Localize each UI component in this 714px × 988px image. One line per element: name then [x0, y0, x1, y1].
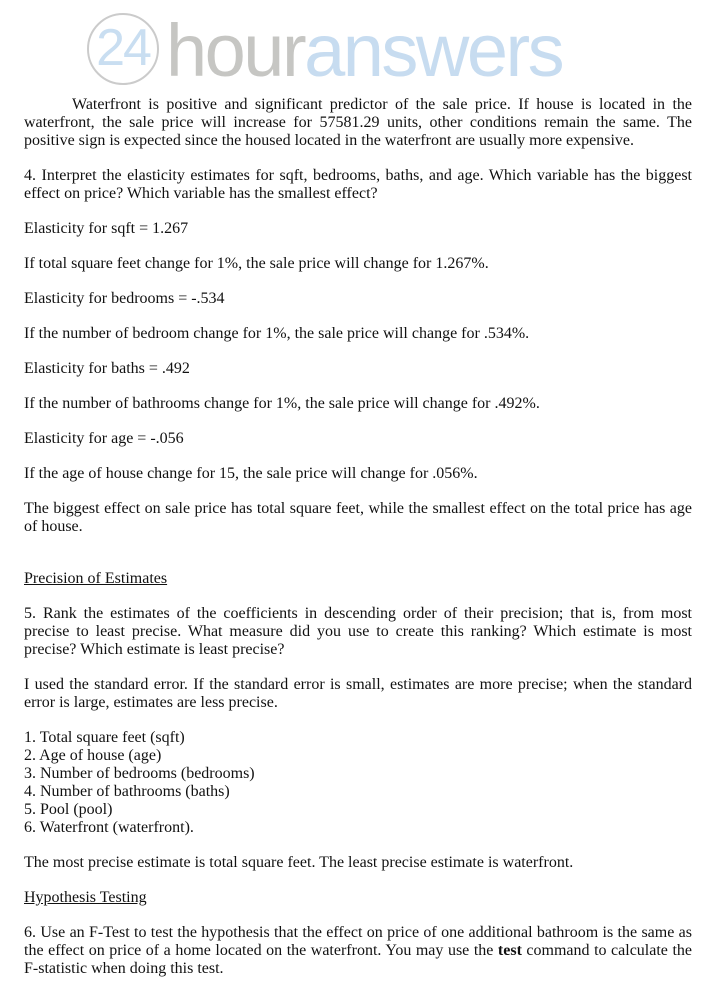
list-item: 5. Pool (pool) [24, 801, 113, 818]
paragraph: Elasticity for sqft = 1.267 [24, 220, 189, 237]
section-heading: Precision of Estimates [24, 570, 168, 587]
logo-word-answers: answers [304, 9, 563, 92]
paragraph: Elasticity for baths = .492 [24, 360, 190, 377]
ranked-list [24, 729, 692, 837]
paragraph: 5. Rank the estimates of the coefficients in descending order of their precision; that is, from most precise to least precise. What measure did you use to create this ranking? Which estimate is most precise? Which estimate is least precise? [24, 605, 692, 658]
paragraph [24, 924, 692, 978]
logo-wordmark [166, 0, 562, 96]
paragraph: Elasticity for age = -.056 [24, 430, 184, 447]
paragraph: The most precise estimate is total square feet. The least precise estimate is waterfront. [24, 854, 574, 871]
paragraph: The biggest effect on sale price has total square feet, while the smallest effect on the total price has age of house. [24, 500, 692, 535]
paragraph: If total square feet change for 1%, the sale price will change for 1.267%. [24, 255, 489, 272]
bold-text: test [497, 942, 522, 959]
paragraph: Waterfront is positive and significant predictor of the sale price. If house is located in the waterfront, the sale price will increase for 57581.29 units, other conditions remain the same. The positive sign is expected since the housed located in the waterfront are usually more expensive. [24, 96, 692, 149]
paragraph: If the age of house change for 15, the sale price will change for .056%. [24, 465, 478, 482]
section-heading: Hypothesis Testing [24, 889, 147, 906]
paragraph: 4. Interpret the elasticity estimates for sqft, bedrooms, baths, and age. Which variable has the biggest effect on price? Which variable has the smallest effect? [24, 167, 692, 202]
paragraph: If the number of bedroom change for 1%, the sale price will change for .534%. [24, 325, 530, 342]
list-item: 6. Waterfront (waterfront). [24, 819, 194, 836]
paragraph: I used the standard error. If the standard error is small, estimates are more precise; when the standard error is large, estimates are less precise. [24, 676, 692, 711]
text-run: command to calculate the F-statistic when doing this test. [24, 942, 692, 977]
paragraph: If the number of bathrooms change for 1%, the sale price will change for .492%. [24, 395, 540, 412]
list-item: 1. Total square feet (sqft) [24, 729, 185, 746]
paragraph: Elasticity for bedrooms = -.534 [24, 290, 225, 307]
logo-word-hour: hour [166, 9, 305, 92]
text-run: 6. Use an F-Test to test the hypothesis that the effect on price of one additional bathroom is the same as the effect on price of a home located on the waterfront. You may use the [24, 924, 692, 959]
list-item: 4. Number of bathrooms (baths) [24, 783, 230, 800]
document-body [0, 96, 714, 978]
logo-circle [87, 13, 159, 85]
list-item: 3. Number of bedrooms (bedrooms) [24, 765, 255, 782]
list-item: 2. Age of house (age) [24, 747, 162, 764]
logo-number: 24 [96, 19, 150, 77]
logo [0, 0, 714, 96]
